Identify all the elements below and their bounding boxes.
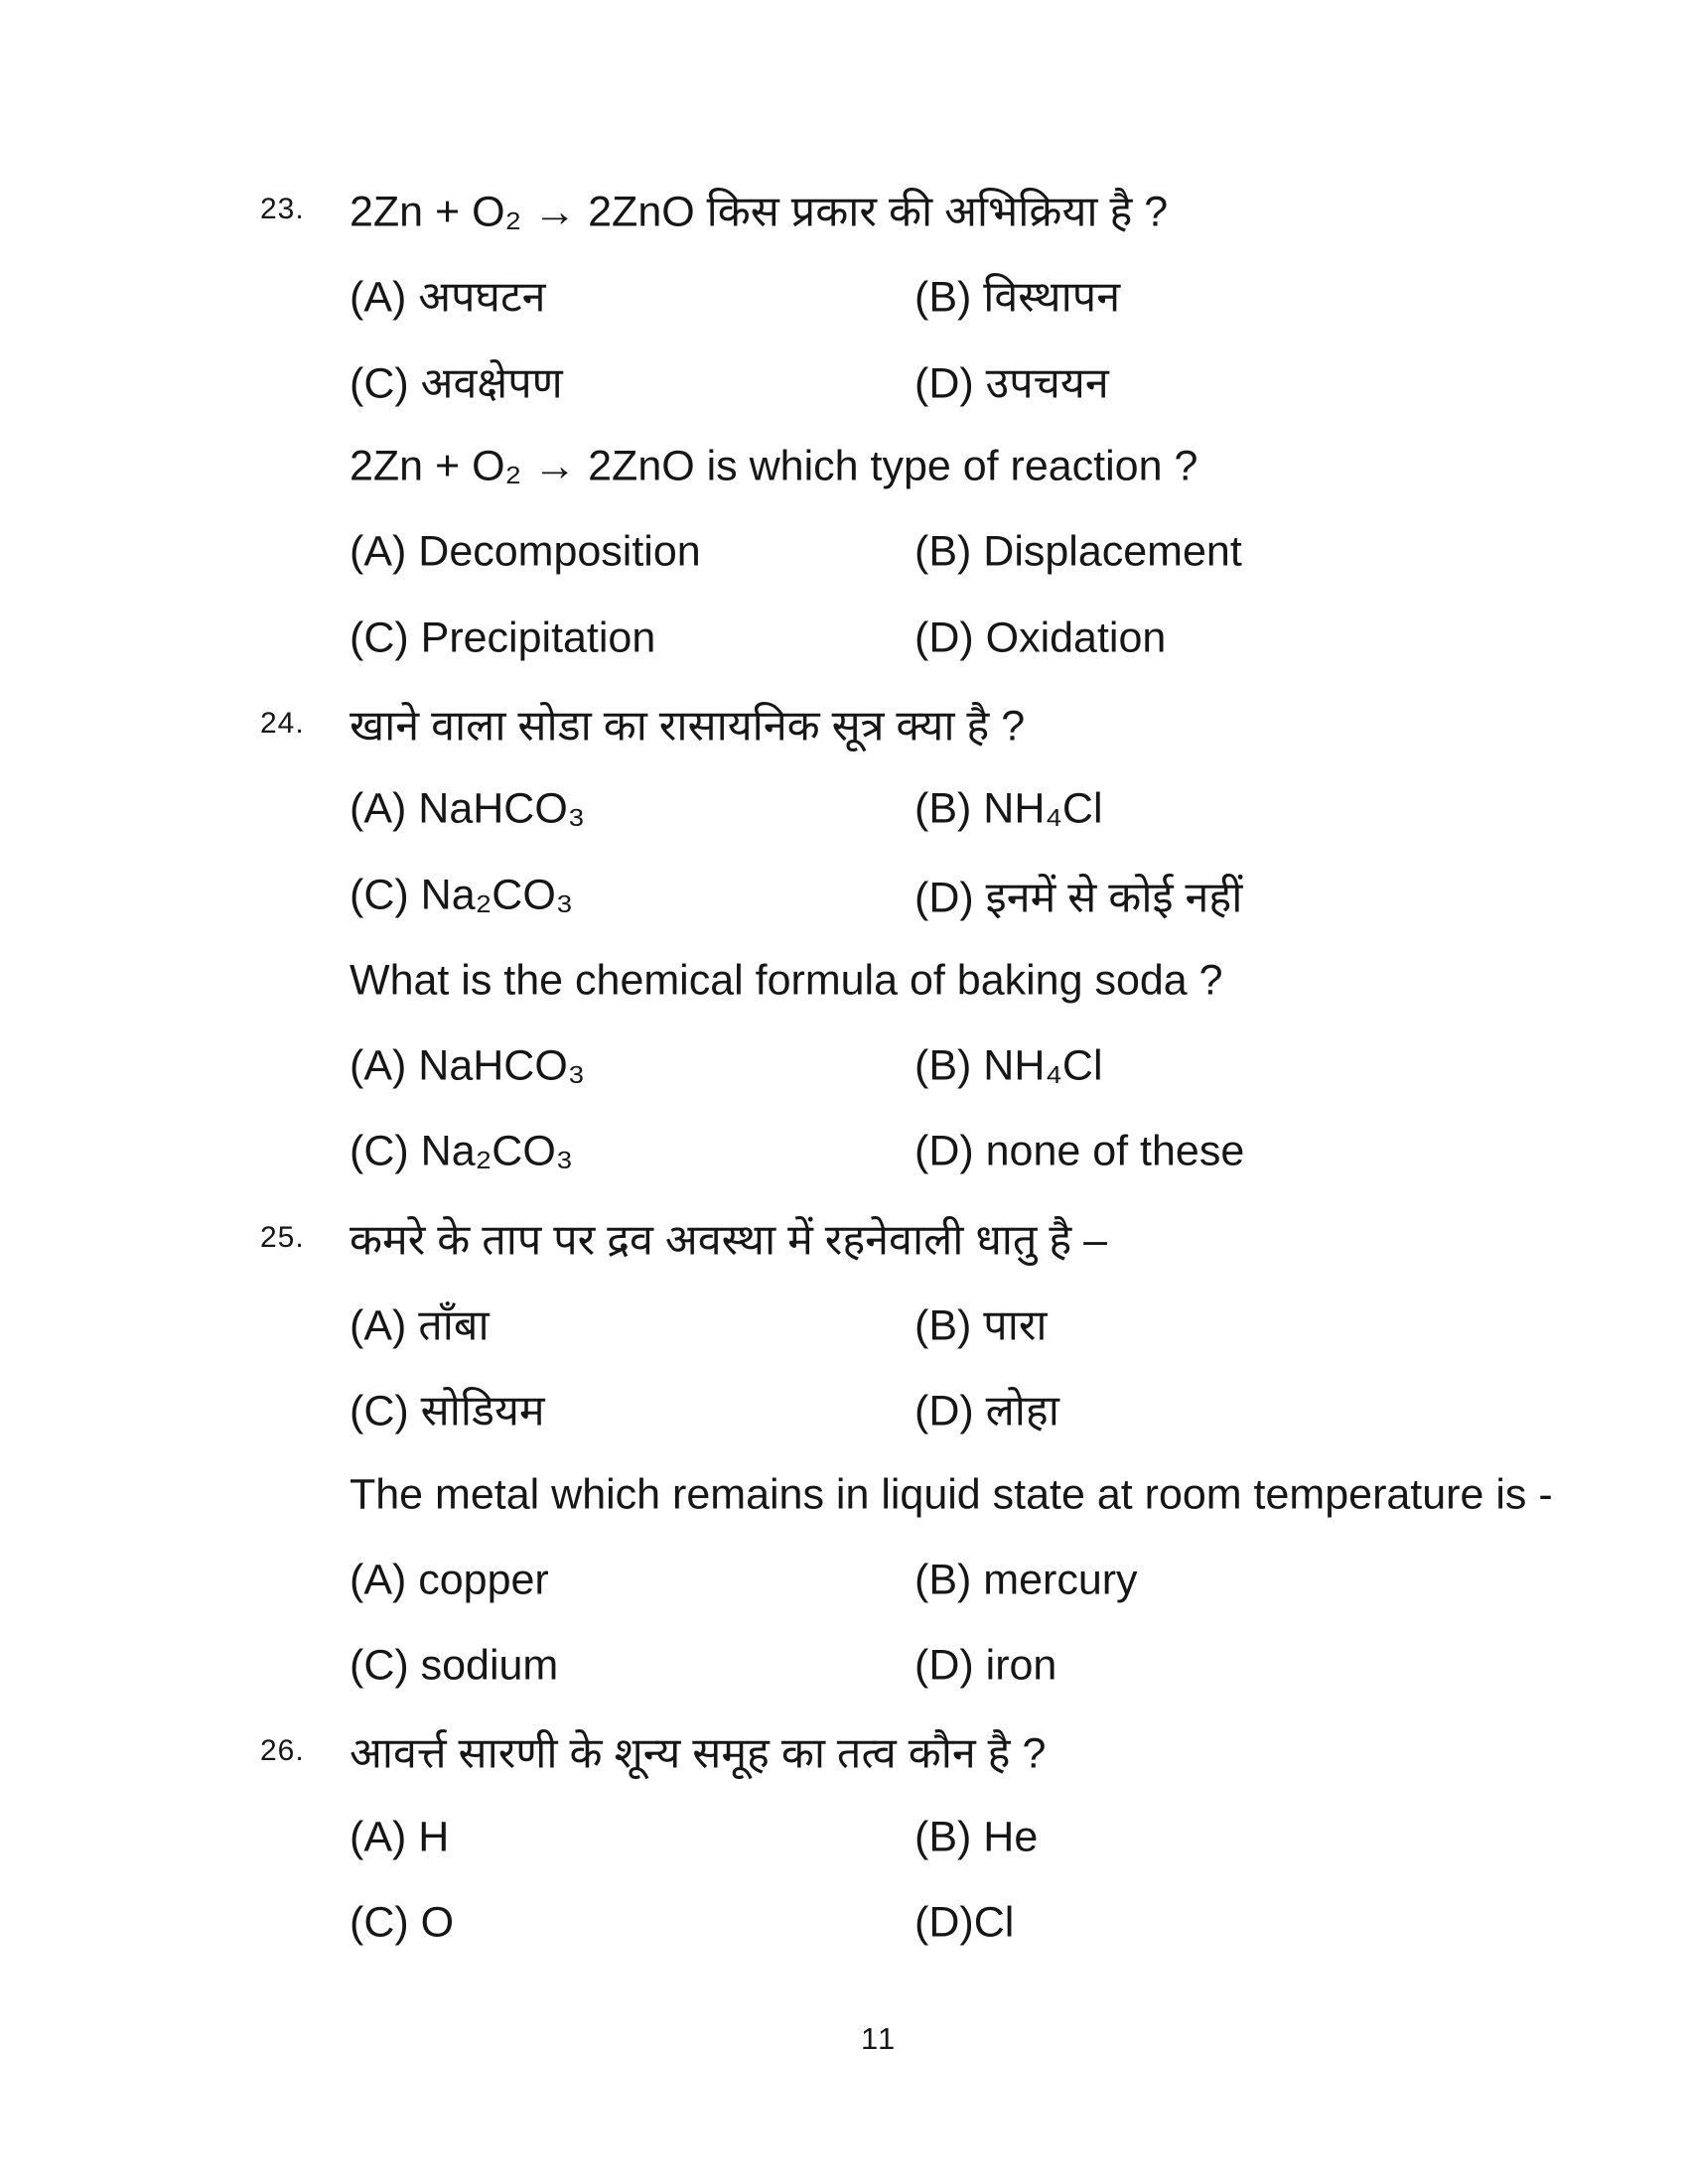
question-list — [0, 167, 1688, 1966]
question-25 — [0, 1195, 1688, 1709]
question-24-option-c-english: (C) Na₂CO₃ — [350, 1127, 574, 1175]
question-24-option-a-english: (A) NaHCO₃ — [350, 1041, 586, 1090]
question-26-option-b: (B) He — [914, 1813, 1039, 1861]
question-25-option-d-english: (D) iron — [914, 1641, 1057, 1690]
question-25-text-hindi: कमरे के ताप पर द्रव अवस्था में रहनेवाली धातु है – — [350, 1216, 1108, 1265]
question-26-options-row-2 — [0, 1880, 1688, 1966]
question-24-option-d-hindi: (D) इनमें से कोई नहीं — [914, 874, 1243, 922]
question-25-option-a-english: (A) copper — [350, 1556, 549, 1604]
question-23-hindi-options-row-2 — [0, 339, 1688, 424]
question-25-option-a-hindi: (A) ताँबा — [350, 1301, 490, 1350]
question-25-option-c-english: (C) sodium — [350, 1641, 559, 1690]
question-24-text-english: What is the chemical formula of baking soda ? — [350, 956, 1223, 1005]
question-23-hindi-options-row-1 — [0, 252, 1688, 338]
question-26-text-hindi: आवर्त्त सारणी के शून्य समूह का तत्व कौन है ? — [350, 1729, 1047, 1778]
question-23-option-b-english: (B) Displacement — [914, 527, 1242, 576]
question-26-number: 26. — [260, 1734, 305, 1768]
question-24-english-line — [0, 938, 1688, 1024]
question-26-option-d: (D)Cl — [914, 1898, 1015, 1947]
question-24-option-b-hindi: (B) NH₄Cl — [914, 784, 1103, 833]
question-25-text-english: The metal which remains in liquid state at room temperature is - — [350, 1470, 1553, 1519]
question-24 — [0, 681, 1688, 1195]
question-25-option-b-english: (B) mercury — [914, 1556, 1138, 1604]
page-number: 11 — [861, 2021, 898, 2056]
question-23-hindi-line — [0, 167, 1688, 252]
question-23-text-english: 2Zn + O₂ → 2ZnO is which type of reaction ? — [350, 442, 1198, 490]
question-24-english-options-row-1 — [0, 1024, 1688, 1109]
question-26-option-a: (A) H — [350, 1813, 450, 1861]
question-23-option-c-hindi: (C) अवक्षेपण — [350, 359, 563, 408]
question-24-text-hindi: खाने वाला सोडा का रासायनिक सूत्र क्या है ? — [350, 702, 1026, 751]
question-23-option-a-english: (A) Decomposition — [350, 527, 701, 576]
question-23 — [0, 167, 1688, 681]
question-25-option-d-hindi: (D) लोहा — [914, 1387, 1059, 1435]
question-25-number: 25. — [260, 1220, 305, 1254]
question-24-option-c-hindi: (C) Na₂CO₃ — [350, 871, 574, 919]
question-24-hindi-line — [0, 681, 1688, 766]
question-23-english-options-row-1 — [0, 509, 1688, 595]
question-25-hindi-options-row-1 — [0, 1281, 1688, 1366]
question-25-option-b-hindi: (B) पारा — [914, 1301, 1048, 1350]
question-23-option-d-english: (D) Oxidation — [914, 614, 1167, 662]
question-24-hindi-options-row-2 — [0, 852, 1688, 937]
question-24-english-options-row-2 — [0, 1109, 1688, 1194]
question-23-english-options-row-2 — [0, 595, 1688, 680]
question-24-option-b-english: (B) NH₄Cl — [914, 1041, 1103, 1090]
question-23-english-line — [0, 424, 1688, 509]
question-25-option-c-hindi: (C) सोडियम — [350, 1387, 545, 1435]
question-25-hindi-line — [0, 1195, 1688, 1281]
question-24-option-d-english: (D) none of these — [914, 1127, 1245, 1175]
question-26-hindi-line — [0, 1708, 1688, 1794]
question-23-option-b-hindi: (B) विस्थापन — [914, 273, 1121, 322]
question-24-hindi-options-row-1 — [0, 766, 1688, 852]
question-26 — [0, 1708, 1688, 1966]
question-25-english-options-row-2 — [0, 1623, 1688, 1708]
question-25-english-options-row-1 — [0, 1538, 1688, 1623]
question-23-option-c-english: (C) Precipitation — [350, 614, 656, 662]
question-23-option-d-hindi: (D) उपचयन — [914, 359, 1109, 408]
question-24-option-a-hindi: (A) NaHCO₃ — [350, 784, 586, 833]
question-23-option-a-hindi: (A) अपघटन — [350, 273, 546, 322]
question-24-number: 24. — [260, 706, 305, 740]
question-25-hindi-options-row-2 — [0, 1366, 1688, 1451]
question-23-number: 23. — [260, 193, 305, 226]
question-26-option-c: (C) O — [350, 1898, 455, 1947]
question-23-text-hindi: 2Zn + O₂ → 2ZnO किस प्रकार की अभिक्रिया है ? — [350, 188, 1169, 236]
question-26-options-row-1 — [0, 1795, 1688, 1880]
question-25-english-line — [0, 1451, 1688, 1537]
